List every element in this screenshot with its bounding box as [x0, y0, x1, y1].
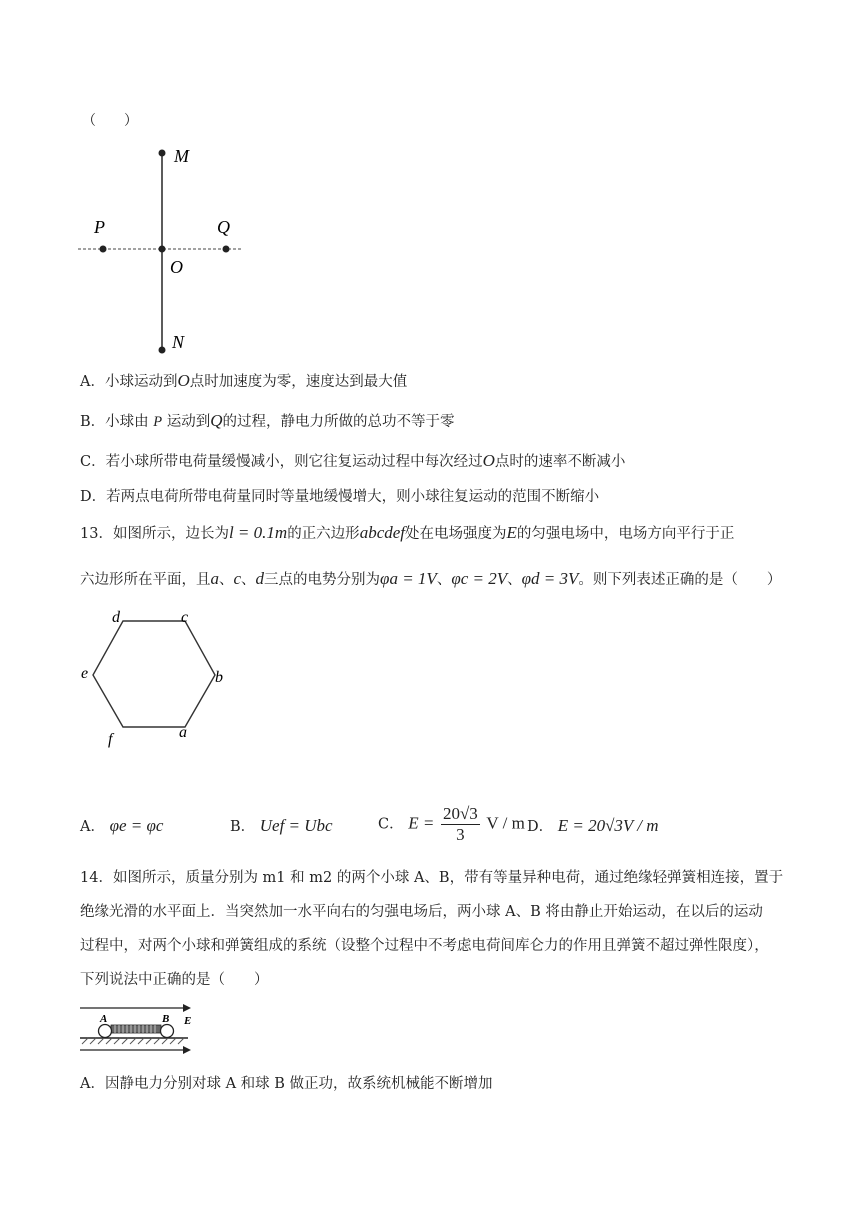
vertex-d: d — [112, 609, 120, 626]
q13-stem-line2: 六边形所在平面，且a、c、d三点的电势分别为φa = 1V、φc = 2V、φd = 3V。则下列表述正确的是（ ） — [80, 569, 782, 588]
q12-option-a: A．小球运动到O点时加速度为零，速度达到最大值 — [80, 371, 408, 390]
spring — [111, 1025, 161, 1033]
label-p: P — [94, 217, 105, 237]
q12-option-d: D．若两点电荷所带电荷量同时等量地缓慢增大，则小球往复运动的范围不断缩小 — [80, 489, 600, 505]
label-a: A — [100, 1013, 108, 1025]
vertex-e: e — [81, 665, 89, 682]
q12-answer-paren: （ ） — [82, 113, 138, 129]
point-p — [100, 246, 107, 253]
fraction: $\frac{20√3}{3}$ — [442, 804, 478, 844]
vertex-a: a — [179, 724, 187, 741]
point-m — [159, 150, 166, 157]
q12-charge-diagram — [70, 140, 260, 360]
point-q — [223, 246, 230, 253]
q13-option-a: A． φe = φc — [80, 816, 164, 835]
label-o: O — [170, 257, 183, 277]
q13-stem-line1: 13．如图所示，边长为l = 0.1m的正六边形abcdef处在电场强度为E的匀强电场中，电场方向平行于正 — [80, 523, 735, 542]
q13-hexagon-diagram — [75, 605, 235, 750]
label-n: N — [172, 332, 185, 352]
arrow-bottom-icon — [183, 1046, 191, 1054]
q13-option-d: D． E = 20√3V / m — [527, 816, 659, 835]
q14-stem-line1: 14．如图所示，质量分别为 m1 和 m2 的两个小球 A、B，带有等量异种电荷，通过绝缘轻弹簧相连接，置于 — [80, 870, 784, 886]
ball-a — [99, 1025, 112, 1038]
q14-stem-line2: 绝缘光滑的水平面上．当突然加一水平向右的匀强电场后，两小球 A、B 将由静止开始运动，在以后的运动 — [80, 904, 763, 920]
label-e: E — [184, 1015, 192, 1027]
ground-hatching — [82, 1038, 184, 1044]
label-q: Q — [217, 217, 230, 237]
q14-spring-diagram — [78, 1000, 198, 1058]
point-o — [159, 246, 166, 253]
vertex-f: f — [108, 731, 113, 748]
label-b: B — [162, 1013, 170, 1025]
q12-option-b: B．小球由 P 运动到Q的过程，静电力所做的总功不等于零 — [80, 411, 455, 430]
q13-option-b: B． Uef = Ubc — [230, 816, 333, 835]
label-m: M — [174, 146, 189, 166]
q12-option-c: C．若小球所带电荷量缓慢减小，则它往复运动过程中每次经过O点时的速率不断减小 — [80, 451, 626, 470]
point-n — [159, 347, 166, 354]
vertex-b: b — [215, 669, 223, 686]
hexagon — [93, 621, 215, 727]
arrow-top-icon — [183, 1004, 191, 1012]
q14-stem-line4: 下列说法中正确的是（ ） — [80, 972, 269, 988]
q14-option-a: A．因静电力分别对球 A 和球 B 做正功，故系统机械能不断增加 — [80, 1076, 493, 1092]
q14-stem-line3: 过程中，对两个小球和弹簧组成的系统（设整个过程中不考虑电荷间库仑力的作用且弹簧不超过弹性限度）， — [80, 938, 769, 954]
vertex-c: c — [181, 609, 189, 626]
q13-option-c: C． E = $\frac{20√3}{3}$ V / m — [378, 804, 525, 844]
ball-b — [161, 1025, 174, 1038]
